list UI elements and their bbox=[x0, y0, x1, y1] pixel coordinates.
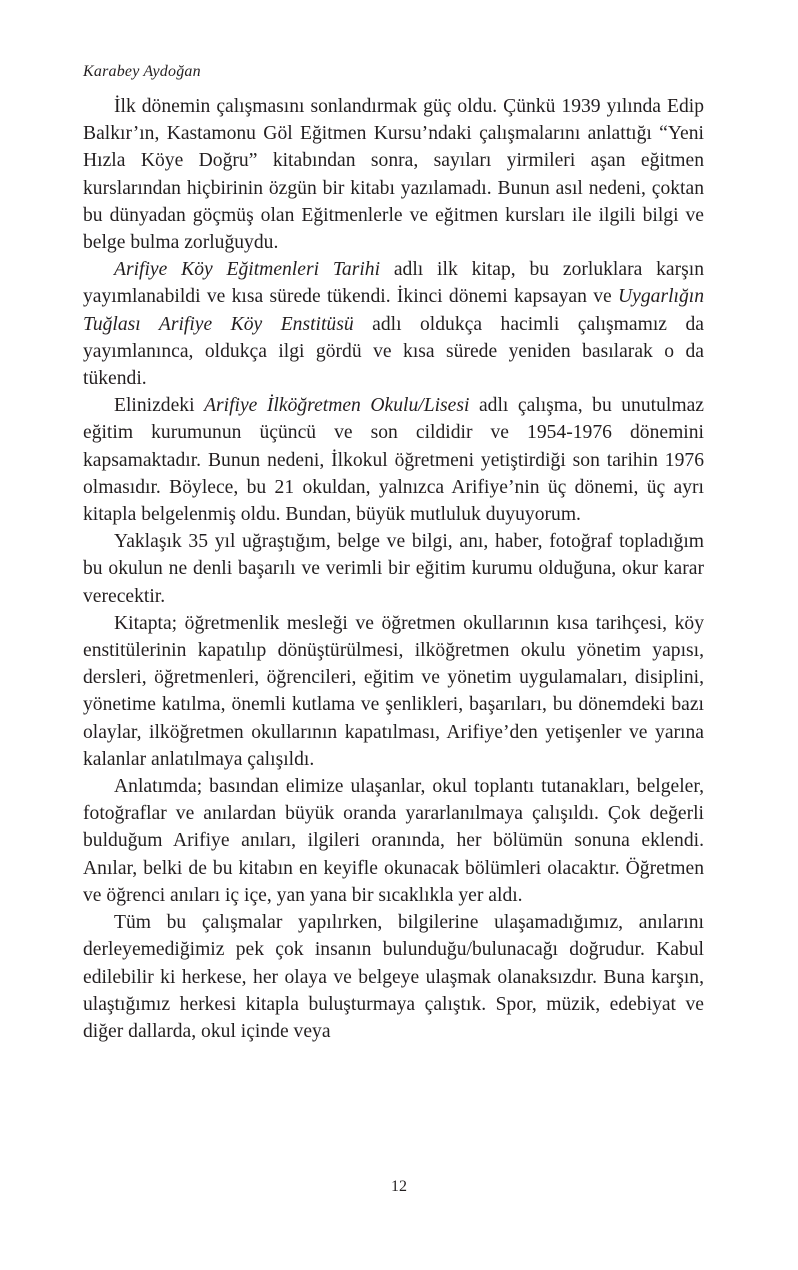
paragraph-3-text-1: Elinizdeki bbox=[114, 395, 205, 417]
paragraph-7-text: Tüm bu çalışmalar yapılırken, bilgilerine ulaşamadığımız, anılarını derleyemediğimiz pek çok insanın bulunduğu/bulunacağı doğrudur. Kabul edilebilir ki herkese, her olaya ve belgeye ulaşmak olanaksızdır. Buna karşın, ulaştığımız herkesi kitapla buluşturmaya çalıştık. Spor, müzik, edebiyat ve diğer dallarda, okul içinde veya bbox=[83, 912, 704, 1042]
paragraph-4-text: Yaklaşık 35 yıl uğraştığım, belge ve bilgi, anı, haber, fotoğraf topladığım bu okulun ne denli başarılı ve verimli bir eğitim kurumu olduğuna, okur karar verecektir. bbox=[83, 531, 704, 607]
running-head: Karabey Aydoğan bbox=[83, 63, 201, 80]
paragraph-4 bbox=[83, 528, 704, 610]
body-text bbox=[83, 93, 704, 1045]
paragraph-7 bbox=[83, 909, 704, 1045]
paragraph-2-text-2: adlı oldukça hacimli çalışmamız da yayımlanınca, oldukça ilgi gördü ve kısa sürede yeniden basılarak o da tükendi. bbox=[83, 313, 704, 390]
paragraph-6-text: Anlatımda; basından elimize ulaşanlar, okul toplantı tutanakları, belgeler, fotoğraflar ve anılardan büyük oranda yararlanılmaya çalışıldı. Çok değerli bulduğum Arifiye anıları, ilgileri oranında, her bölümün sonuna eklendi. Anılar, belki de bu kitabın en keyifle okunacak bölümleri olacaktır. Öğretmen ve öğrenci anıları iç içe, yan yana bir sıcaklıkla yer aldı. bbox=[83, 776, 704, 906]
page-number: 12 bbox=[391, 1178, 407, 1195]
paragraph-5-text: Kitapta; öğretmenlik mesleği ve öğretmen okullarının kısa tarihçesi, köy enstitülerinin kapatılıp dönüştürülmesi, ilköğretmen okulu yönetim yapısı, dersleri, öğretmenleri, öğrencileri, eğitim ve yönetim uygulamaları, disiplini, yönetime katılma, önemli kutlama ve şenlikleri, başarıları, bu dönemdeki bazı olaylar, ilköğretmen okullarının kapatılması, Arifiye’den yetişenler ve yarına kalanlar anlatılmaya çalışıldı. bbox=[83, 612, 704, 770]
paragraph-2-book-title-2: Uygarlığın Tuğlası Arifiye Köy Enstitüsü bbox=[83, 286, 704, 335]
paragraph-2 bbox=[83, 256, 704, 392]
paragraph-2-text-1: adlı ilk kitap, bu zorluklara karşın yayımlanabildi ve kısa sürede tükendi. İkinci dönemi kapsayan ve bbox=[83, 259, 704, 308]
paragraph-3 bbox=[83, 392, 704, 528]
paragraph-3-book-title: Arifiye İlköğretmen Okulu/Lisesi bbox=[204, 395, 470, 417]
paragraph-6 bbox=[83, 773, 704, 909]
paragraph-2-book-title-1: Arifiye Köy Eğitmenleri Tarihi bbox=[114, 259, 381, 281]
paragraph-1-text: İlk dönemin çalışmasını sonlandırmak güç oldu. Çünkü 1939 yılında Edip Balkır’ın, Kastamonu Göl Eğitmen Kursu’ndaki çalışmalarını anlattığı “Yeni Hızla Köye Doğru” kitabından sonra, sayıları yirmileri aşan eğitmen kurslarından hiçbirinin özgün bir kitabı yazılamadı. Bunun asıl nedeni, çoktan bu dünyadan göçmüş olan Eğitmenlerle ve eğitmen kursları ile ilgili bilgi ve belge bulma zorluğuydu. bbox=[83, 96, 704, 254]
paragraph-1 bbox=[83, 93, 704, 256]
paragraph-5 bbox=[83, 610, 704, 773]
paragraph-3-text-2: adlı çalışma, bu unutulmaz eğitim kurumunun üçüncü ve son cildidir ve 1954-1976 dönemini kapsamaktadır. Bunun nedeni, İlkokul öğretmeni yetiştirdiği son tarihin 1976 olmasıdır. Böylece, bu 21 okuldan, yalnızca Arifiye’nin üç dönemi, üç ayrı kitapla belgelenmiş oldu. Bundan, büyük mutluluk duyuyorum. bbox=[83, 395, 704, 526]
